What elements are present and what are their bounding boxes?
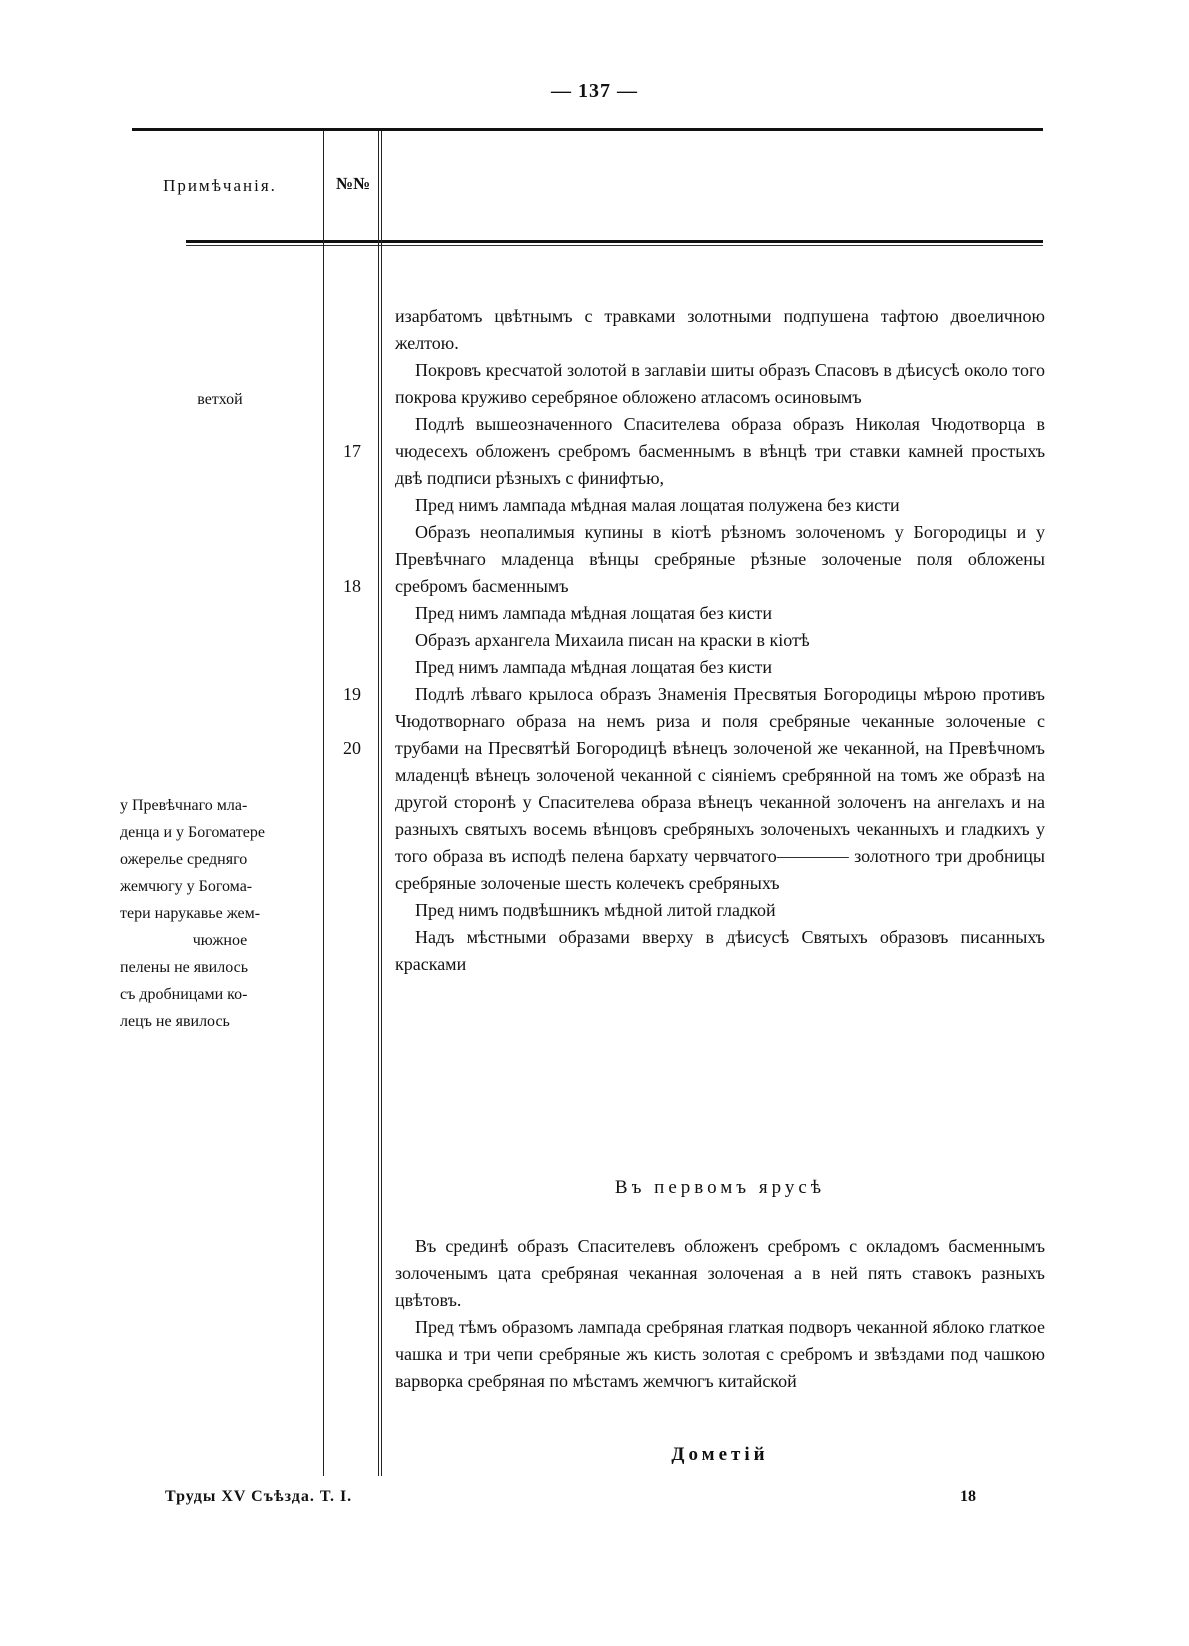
paragraph: Образъ неопалимыя купины в кіотѣ рѣзномъ золоченомъ у Богородицы и у Превѣчнаго младенца вѣнцы сребряные рѣзные золоченые поля обложены сребромъ басменнымъ <box>395 522 1045 596</box>
paragraph: Образъ архангела Михаила писан на краски в кіотѣ <box>415 630 810 650</box>
item-number-18: 18 <box>343 576 361 596</box>
note-line: пелены не явилось <box>120 959 248 976</box>
paragraph: Пред нимъ подвѣшникъ мѣдной литой гладкой <box>415 900 776 920</box>
column-divider-right <box>378 131 379 1476</box>
note-line: у Превѣчнаго мла- <box>120 797 248 814</box>
section-heading: Въ первомъ ярусѣ <box>614 1177 826 1198</box>
footer-sheet-number: 18 <box>960 1488 976 1505</box>
paragraph: Надъ мѣстными образами вверху в дѣисусѣ Святыхъ образовъ писанныхъ красками <box>395 927 1045 974</box>
item-number-20: 20 <box>343 738 361 758</box>
item-number-17: 17 <box>343 441 361 461</box>
note-line: денца и у Богоматере <box>120 824 265 841</box>
footer-signature: Труды XV Съѣзда. Т. I. <box>165 1488 353 1505</box>
note-line: тери нарукавье жем- <box>120 905 261 922</box>
note-line: жемчюгу у Богома- <box>120 878 253 895</box>
column-header-notes: Примѣчанія. <box>163 176 277 195</box>
paragraph: Пред нимъ лампада мѣдная малая лощатая полужена без кисти <box>415 495 900 515</box>
paragraph: Покровъ кресчатой золотой в заглавіи шиты образъ Спасовъ в дѣисусѣ около того покрова круживо серебряное обложено атласомъ осиновымъ <box>395 360 1045 407</box>
header-rule <box>186 240 1043 243</box>
main-text-section <box>395 1233 1045 1395</box>
top-rule <box>132 128 1043 131</box>
paragraph: Пред тѣмъ образомъ лампада сребряная глаткая подворъ чеканной яблоко глаткое чашка и три чепи сребряные жъ кисть золотая с сребромъ и звѣздами под чашкою варворка сребряная по мѣстамъ жемчюгъ китайской <box>395 1317 1045 1391</box>
paragraph: изарбатомъ цвѣтнымъ с травками золотными подпушена тафтою двоеличною желтою. <box>395 306 1045 353</box>
note-necklace <box>120 792 320 1035</box>
page-number: — 137 — <box>551 80 638 102</box>
paragraph: Пред нимъ лампада мѣдная лощатая без кисти <box>415 657 773 677</box>
column-divider-left <box>323 131 324 1476</box>
main-text <box>395 303 1045 978</box>
item-number-19: 19 <box>343 684 361 704</box>
paragraph: Пред нимъ лампада мѣдная лощатая без кисти <box>415 603 773 623</box>
note-worn: ветхой <box>197 391 243 408</box>
header-rule-thin <box>186 245 1043 246</box>
column-divider-right-double <box>381 131 382 1476</box>
paragraph: Подлѣ лѣваго крылоса образъ Знаменія Пресвятыя Богородицы мѣрою противъ Чюдотворнаго образа на немъ риза и поля сребряные чеканные золоченые с трубами на Пресвятѣй Богородицѣ вѣнецъ золоченой же чеканной, на Превѣчномъ младенцѣ вѣнецъ золоченой чеканной с сіяніемъ сребрянной на томъ же образѣ на другой сторонѣ у Спасителева образа вѣнецъ чеканной золоченъ на ангелахъ и на разныхъ святыхъ восемь вѣнцовъ сребряныхъ золоченыхъ чеканныхъ и гладкихъ у того образа въ исподѣ пелена бархату червчатого———— золотного три дробницы сребряные золоченые шесть колечекъ сребряныхъ <box>395 684 1045 893</box>
note-line: чюжное <box>192 932 248 949</box>
section-heading-dometiy: Дометій <box>671 1444 769 1465</box>
paragraph: Подлѣ вышеозначенного Спасителева образа образъ Николая Чюдотворца в чюдесехъ обложенъ сребромъ басменнымъ в вѣнцѣ три ставки камней простыхъ двѣ подписи рѣзныхъ с финифтью, <box>395 414 1045 488</box>
note-line: съ дробницами ко- <box>120 986 248 1003</box>
paragraph: Въ срединѣ образъ Спасителевъ обложенъ сребромъ с окладомъ басменнымъ золоченымъ цата сребряная чеканная золоченая а в ней пять ставокъ разныхъ цвѣтовъ. <box>395 1236 1045 1310</box>
column-header-numbers: №№ <box>335 174 371 193</box>
note-line: лецъ не явилось <box>120 1013 230 1030</box>
note-line: ожерелье средняго <box>120 851 248 868</box>
